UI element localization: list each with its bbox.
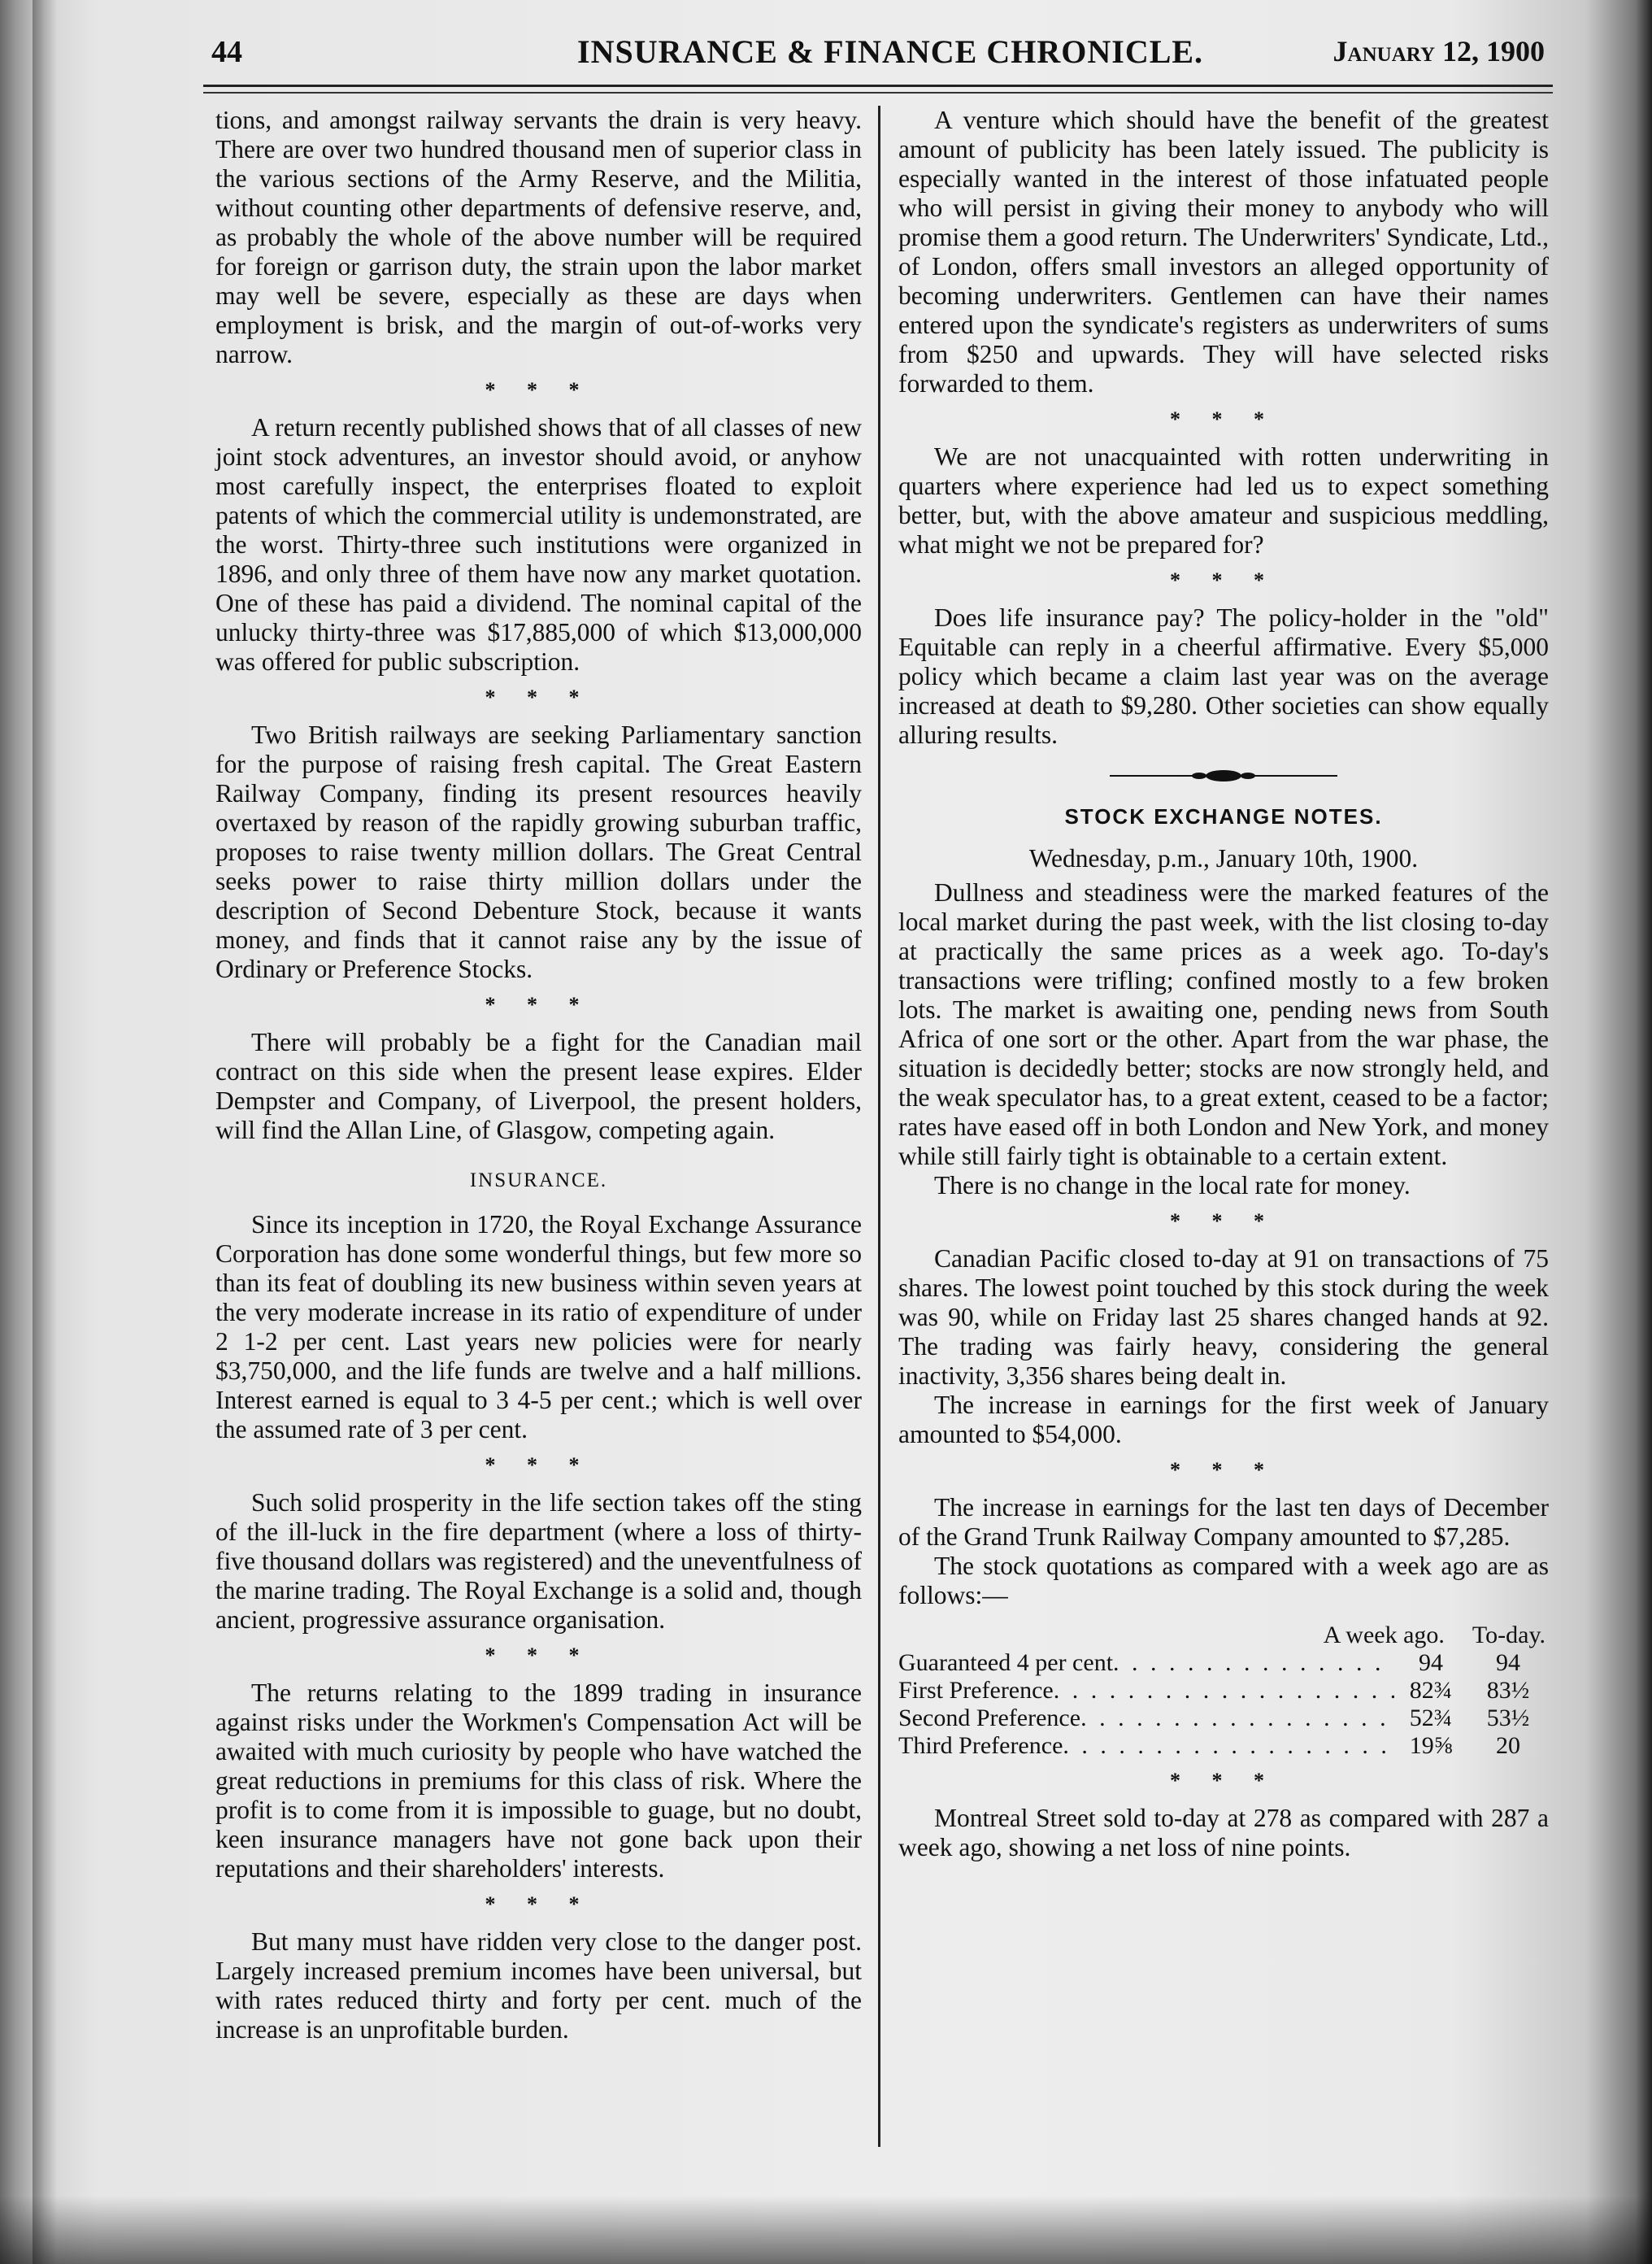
stock-name: Second Preference (898, 1705, 1081, 1731)
column-header-today: To-day. (1472, 1622, 1545, 1648)
article-paragraph: tions, and amongst railway servants the drain is very heavy. There are over two hundred thousand men of superior class in the various sections of the Army Reserve, and the Militia, without counting other departments of defensive reserve, and, as probably the whole of the above number will be required for foreign or garrison duty, the strain upon the labor market may well be severe, especially as these are days when employment is brisk, and the margin of out-of-works very narrow. (215, 106, 862, 368)
article-paragraph: Two British railways are seeking Parliamentary sanction for the purpose of raising fresh capital. The Great Eastern Railway Company, finding its present resources heavily overtaxed by reason of the rapidly growing suburban traffic, proposes to raise twenty million dollars. The Great Central seeks power to raise thirty million dollars under the description of Second Debenture Stock, because it wants money, and finds that it cannot raise any by the issue of Ordinary or Preference Stocks. (215, 721, 862, 983)
ornamental-rule (1110, 768, 1337, 784)
article-paragraph: The increase in earnings for the last ten days of December of the Grand Trunk Railway Company amounted to $7,285. (898, 1493, 1549, 1551)
article-paragraph: A return recently published shows that of all classes of new joint stock adventures, an investor should avoid, or anyhow most carefully inspect, the enterprises floated to exploit patents of which the commercial utility is undemonstrated, are the worst. Thirty-three such institutions were organized in 1896, and only three of them have now any market quotation. One of these has paid a dividend. The nominal capital of the unlucky thirty-three was $17,885,000 of which $13,000,000 was offered for public subscription. (215, 413, 862, 676)
quotation-row (898, 1677, 1549, 1705)
header-rule-top (203, 85, 1553, 87)
article-paragraph: There is no change in the local rate for money. (934, 1171, 1411, 1199)
article-paragraph: Montreal Street sold to-day at 278 as compared with 287 a week ago, showing a net loss of nine points. (898, 1804, 1549, 1861)
insurance-heading: INSURANCE. (469, 1169, 608, 1191)
right-column (898, 106, 1549, 1862)
header-rule-bottom (203, 92, 1553, 94)
quotation-row (898, 1732, 1549, 1760)
section-separator: * * * (1170, 1769, 1277, 1792)
stock-name: Third Preference (898, 1732, 1063, 1759)
section-separator: * * * (485, 993, 593, 1017)
price-week-ago: 52¾ (1409, 1705, 1453, 1731)
section-separator: * * * (485, 1892, 593, 1916)
section-separator: * * * (1170, 1209, 1277, 1233)
article-paragraph: We are not unacquainted with rotten underwriting in quarters where experience had led us to expect something better, but, with the above amateur and suspicious meddling, what might we not be prepared for? (898, 442, 1549, 559)
article-paragraph: There will probably be a fight for the Canadian mail contract on this side when the present lease expires. Elder Dempster and Company, of Liverpool, the present holders, will find the Allan Line, of Glasgow, competing again. (215, 1028, 862, 1144)
section-separator: * * * (485, 378, 593, 402)
stock-exchange-heading: STOCK EXCHANGE NOTES. (1064, 804, 1383, 829)
bottom-edge-shadow (0, 2196, 1652, 2264)
section-separator: * * * (1170, 1458, 1277, 1482)
quotation-row (898, 1705, 1549, 1732)
stock-name: First Preference (898, 1677, 1054, 1704)
price-today: 94 (1496, 1649, 1520, 1676)
article-paragraph: A venture which should have the benefit of the greatest amount of publicity has been lately issued. The publicity is especially wanted in the interest of those infatuated people who will persist in giving their money to anybody who will promise them a good return. The Underwriters' Syndicate, Ltd., of London, offers small investors an alleged opportunity of becoming underwriters. Gentlemen can have their names entered upon the syndicate's registers as underwriters of sums from $250 and upwards. They will have selected risks forwarded to them. (898, 106, 1549, 398)
column-divider (878, 106, 880, 2147)
article-paragraph: The increase in earnings for the first week of January amounted to $54,000. (898, 1391, 1549, 1448)
page-number: 44 (211, 35, 242, 69)
section-separator: * * * (485, 1644, 593, 1667)
section-separator: * * * (1170, 568, 1277, 592)
binding-gutter-shadow (33, 0, 57, 2264)
price-today: 53½ (1486, 1705, 1530, 1731)
price-today: 20 (1496, 1732, 1520, 1759)
leader-dots (1063, 1732, 1394, 1760)
article-paragraph: But many must have ridden very close to the danger post. Largely increased premium incomes have been universal, but with rates reduced thirty and forty per cent. much of the increase is an unprofitable burden. (215, 1927, 862, 2044)
stock-quotations-table (898, 1622, 1549, 1760)
price-today: 83½ (1486, 1677, 1530, 1704)
article-paragraph: Does life insurance pay? The policy-holder in the "old" Equitable can reply in a cheerful affirmative. Every $5,000 policy which became a claim last year was on the average increased at death to $9,280. Other societies can show equally alluring results. (898, 603, 1549, 749)
section-separator: * * * (1170, 407, 1277, 431)
article-paragraph: Since its inception in 1720, the Royal Exchange Assurance Corporation has done some wonderful things, but few more so than its feat of doubling its new business within seven years at the very moderate increase in its ratio of expenditure of under 2 1-2 per cent. Last years new policies were for nearly $3,750,000, and the life funds are twelve and a half millions. Interest earned is equal to 3 4-5 per cent.; which is well over the assumed rate of 3 per cent. (215, 1210, 862, 1443)
running-header (211, 29, 1545, 78)
leader-dots (1054, 1677, 1394, 1705)
left-column (215, 106, 862, 2044)
article-paragraph: Dullness and steadiness were the marked features of the local market during the past week, with the list closing to-day at practically the same prices as a week ago. To-day's transactions were trifling; confined mostly to a few broken lots. The market is awaiting one, pending news from South Africa of one sort or the other. Apart from the war phase, the situation is decidedly better; stocks are now strongly held, and the weak speculator has, to a great extent, ceased to be a factor; rates have eased off in both London and New York, and money while still fairly tight is obtainable to a certain extent. (898, 878, 1549, 1170)
price-week-ago: 19⅝ (1409, 1732, 1453, 1759)
dateline: Wednesday, p.m., January 10th, 1900. (1028, 844, 1419, 873)
article-paragraph: The returns relating to the 1899 trading in insurance against risks under the Workmen's Compensation Act will be awaited with much curiosity by people who have watched the great reductions in premiums for this class of risk. Where the profit is to come from it is impossible to guage, but no doubt, keen insurance managers have not gone back upon their reputations and their shareholders' interests. (215, 1678, 862, 1883)
publication-title: INSURANCE & FINANCE CHRONICLE. (577, 33, 1204, 70)
quotation-row (898, 1649, 1549, 1677)
column-header-week-ago: A week ago. (1323, 1622, 1445, 1648)
issue-date: January 12, 1900 (1332, 35, 1545, 67)
article-paragraph: Such solid prosperity in the life section takes off the sting of the ill-luck in the fire department (where a loss of thirty-five thousand dollars was registered) and the uneventfulness of the marine trading. The Royal Exchange is a solid and, though ancient, progressive assurance organisation. (215, 1488, 862, 1634)
section-separator: * * * (485, 686, 593, 709)
price-week-ago: 82¾ (1409, 1677, 1453, 1704)
article-paragraph: The stock quotations as compared with a week ago are as follows:— (898, 1552, 1549, 1609)
article-paragraph: Canadian Pacific closed to-day at 91 on transactions of 75 shares. The lowest point touched by this stock during the week was 90, while on Friday last 25 shares changed hands at 92. The trading was fairly heavy, considering the general inactivity, 3,356 shares being dealt in. (898, 1244, 1549, 1390)
stock-name: Guaranteed 4 per cent (898, 1649, 1114, 1676)
quotations-header (898, 1622, 1549, 1649)
leader-dots (1113, 1649, 1394, 1677)
leader-dots (1080, 1705, 1394, 1732)
price-week-ago: 94 (1419, 1649, 1443, 1676)
section-separator: * * * (485, 1453, 593, 1477)
